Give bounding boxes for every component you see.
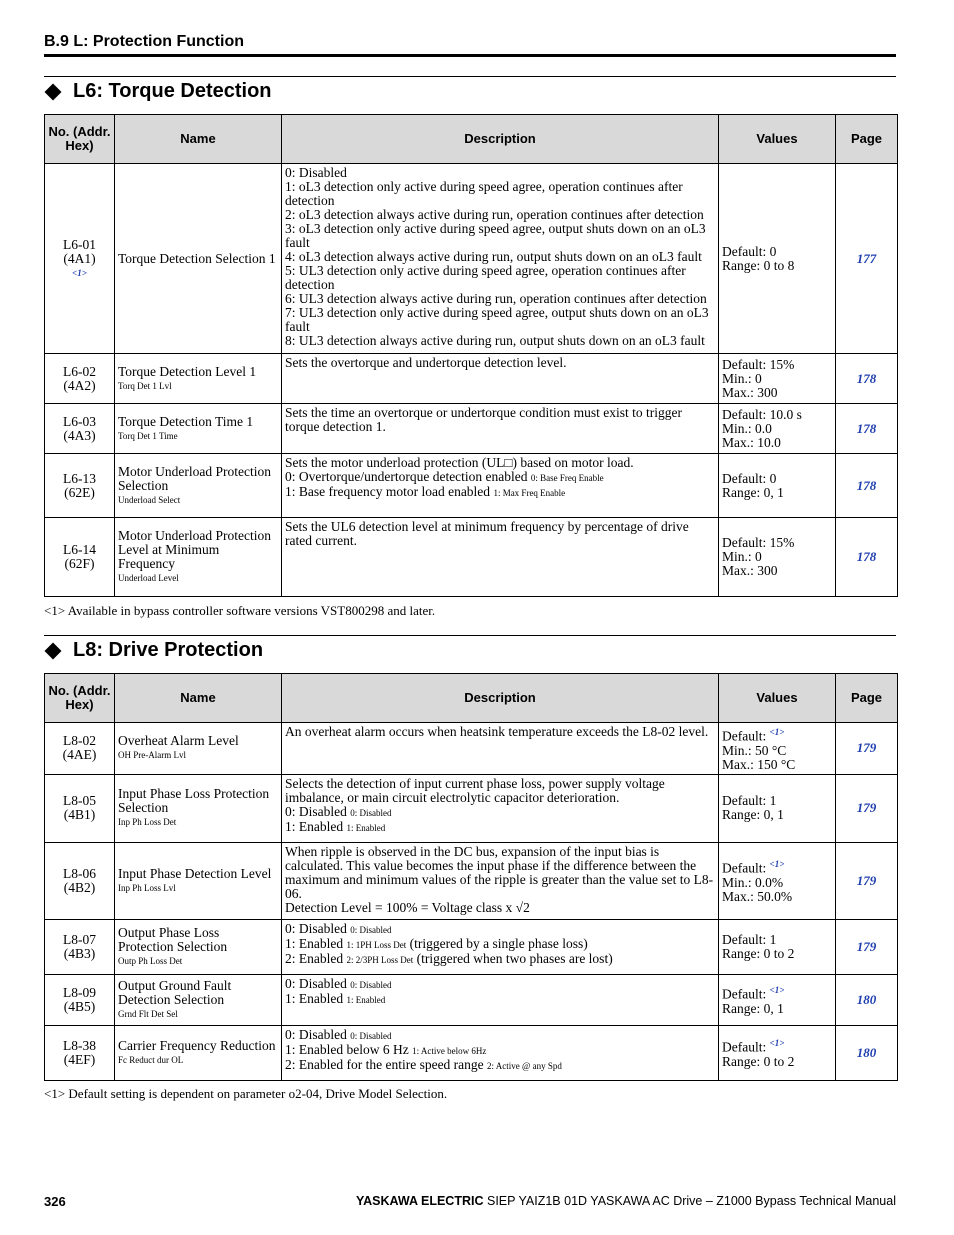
- param-addr: (4B2): [63, 879, 96, 895]
- param-name-cell: [115, 454, 282, 518]
- desc-line: 4: oL3 detection always active during run, output shuts down on an oL3 fault: [285, 249, 702, 264]
- param-no: L8-02: [63, 733, 96, 749]
- value-line: [722, 890, 832, 904]
- desc-line: Selects the detection of input current phase loss, power supply voltage imbalance, or main circuit electrolytic capacitor deterioration.: [285, 775, 665, 805]
- table-row: [45, 354, 898, 404]
- param-name: Torque Detection Selection 1: [118, 250, 276, 266]
- footer-text: [356, 1194, 896, 1208]
- option-display: 0: Base Freq Enable: [530, 473, 604, 483]
- desc-line: Sets the time an overtorque or undertorque condition must exist to trigger torque detection 1.: [285, 405, 683, 434]
- param-addr: (4A2): [63, 377, 96, 393]
- desc-option: [285, 922, 715, 937]
- desc-line: Sets the overtorque and undertorque detection level.: [285, 355, 567, 370]
- option-display: 0: Disabled: [350, 1030, 392, 1041]
- param-no-cell: [45, 974, 115, 1025]
- param-no: L8-05: [63, 793, 96, 808]
- option-text: 1: Base frequency motor load enabled: [285, 484, 491, 499]
- option-display: 1: 1PH Loss Det: [346, 939, 407, 950]
- desc-line: Detection Level = 100% = Voltage class x √2: [285, 899, 530, 915]
- page-ref-cell: [836, 723, 898, 775]
- option-text: 0: Disabled: [285, 920, 347, 936]
- param-values-cell: [719, 723, 836, 775]
- value-line: [722, 1002, 832, 1016]
- param-no: L8-07: [63, 931, 96, 947]
- value-line: [722, 536, 832, 550]
- value-text: Default:: [722, 1039, 767, 1055]
- value-text: Max.: 50.0%: [722, 888, 793, 904]
- desc-line: 6: UL3 detection always active during run, operation continues after detection: [285, 291, 707, 306]
- page-ref-cell: [836, 1025, 898, 1080]
- value-line: [722, 422, 832, 436]
- value-text: Max.: 300: [722, 384, 778, 400]
- desc-option: [285, 470, 715, 485]
- table-row: [45, 974, 898, 1025]
- l8-table: [44, 673, 898, 1081]
- value-line: [722, 472, 832, 486]
- desc-option: [285, 485, 715, 500]
- page-ref-cell: [836, 974, 898, 1025]
- col-description: Description: [282, 674, 719, 723]
- option-display: 1: Active below 6Hz: [412, 1045, 487, 1056]
- param-no: L6-03: [63, 413, 96, 429]
- value-text: Default:: [722, 728, 767, 744]
- col-values: Values: [719, 115, 836, 164]
- param-no: L8-06: [63, 865, 96, 881]
- option-text: 0: Disabled: [285, 1026, 347, 1042]
- param-name: Motor Underload Protection Level at Minimum Frequency: [118, 528, 271, 571]
- param-note-link[interactable]: <1>: [72, 267, 87, 278]
- value-text: Default:: [722, 860, 767, 876]
- param-name: Overheat Alarm Level: [118, 733, 239, 749]
- l8-heading: [44, 639, 263, 662]
- param-name-cell: [115, 1025, 282, 1080]
- col-values: Values: [719, 674, 836, 723]
- l6-title: L6: Torque Detection: [73, 80, 272, 102]
- value-text: Default: 10.0 s: [722, 406, 802, 422]
- page-link[interactable]: 180: [856, 1044, 877, 1060]
- value-text: Range: 0 to 2: [722, 1053, 795, 1069]
- desc-line: 1: oL3 detection only active during speed agree, operation continues after detection: [285, 179, 683, 208]
- value-text: Max.: 300: [722, 563, 778, 578]
- param-name: Input Phase Loss Protection Selection: [118, 786, 270, 815]
- param-name-cell: [115, 164, 282, 354]
- param-display-name: Inp Ph Loss Lvl: [118, 882, 176, 893]
- page-link[interactable]: 179: [856, 872, 877, 888]
- default-note-link[interactable]: <1>: [769, 985, 785, 996]
- page-ref-cell: [836, 774, 898, 842]
- col-page: Page: [836, 115, 898, 164]
- value-line: [722, 876, 832, 890]
- option-text: 1: Enabled: [285, 818, 344, 834]
- value-line: [722, 436, 832, 450]
- param-values-cell: [719, 919, 836, 974]
- desc-line: 2: oL3 detection always active during run, operation continues after detection: [285, 207, 704, 222]
- param-no-cell: [45, 1025, 115, 1080]
- table-row: [45, 774, 898, 842]
- param-addr: (4AE): [62, 747, 97, 763]
- option-text: 0: Overtorque/undertorque detection enabled: [285, 469, 528, 484]
- desc-line: An overheat alarm occurs when heatsink temperature exceeds the L8-02 level.: [285, 724, 709, 739]
- param-desc-cell: [282, 164, 719, 354]
- col-no: No. (Addr. Hex): [45, 674, 115, 723]
- param-display-name: Underload Select: [118, 494, 181, 505]
- param-addr: (4EF): [63, 1051, 96, 1067]
- param-name: Output Ground Fault Detection Selection: [118, 977, 232, 1007]
- param-values-cell: [719, 774, 836, 842]
- option-text: 2: Enabled for the entire speed range: [285, 1056, 484, 1072]
- page-link[interactable]: 180: [856, 991, 877, 1007]
- param-desc-cell: [282, 774, 719, 842]
- param-addr: (4B1): [63, 807, 96, 822]
- page-link[interactable]: 179: [856, 938, 877, 954]
- value-text: Range: 0, 1: [722, 1000, 784, 1016]
- page-link[interactable]: 178: [856, 477, 877, 493]
- param-addr: (4B3): [63, 945, 96, 961]
- param-desc-cell: [282, 354, 719, 404]
- param-desc-cell: [282, 842, 719, 919]
- default-note-link[interactable]: <1>: [769, 859, 785, 870]
- l8-footnote: <1> Default setting is dependent on parameter o2-04, Drive Model Selection.: [44, 1086, 448, 1101]
- param-values-cell: [719, 454, 836, 518]
- l8-rule: [44, 635, 896, 636]
- param-display-name: OH Pre-Alarm Lvl: [118, 750, 186, 761]
- value-line: [722, 1036, 832, 1055]
- param-name-cell: [115, 974, 282, 1025]
- page-ref-cell: [836, 454, 898, 518]
- desc-option: [285, 977, 715, 992]
- desc-option: [285, 1028, 715, 1043]
- param-no: L6-13: [63, 470, 96, 486]
- param-no: L6-14: [63, 542, 96, 557]
- page-link[interactable]: 179: [856, 800, 877, 815]
- page-number: 326: [44, 1194, 66, 1209]
- value-text: Min.: 0: [722, 549, 762, 564]
- param-name-cell: [115, 404, 282, 454]
- param-addr: (4A3): [63, 427, 96, 443]
- value-line: [722, 933, 832, 947]
- param-no: L6-01: [63, 236, 96, 252]
- default-note-link[interactable]: <1>: [769, 1038, 785, 1049]
- value-text: Default: 15%: [722, 356, 795, 372]
- param-addr: (4B5): [63, 998, 96, 1014]
- desc-option: [285, 820, 715, 835]
- desc-line: 5: UL3 detection only active during speed agree, operation continues after detection: [285, 263, 686, 292]
- option-text: 2: Enabled: [285, 950, 344, 966]
- param-display-name: Torq Det 1 Lvl: [118, 380, 172, 391]
- desc-line: Sets the motor underload protection (UL□) based on motor load.: [285, 455, 634, 470]
- param-name: Motor Underload Protection Selection: [118, 463, 271, 493]
- page-ref-cell: [836, 354, 898, 404]
- option-display: 0: Disabled: [350, 807, 392, 818]
- page-link[interactable]: 178: [856, 420, 877, 436]
- param-no-cell: [45, 919, 115, 974]
- section-header: B.9 L: Protection Function: [44, 33, 244, 50]
- value-line: [722, 408, 832, 422]
- desc-option: [285, 805, 715, 820]
- desc-option: [285, 952, 715, 967]
- param-no-cell: [45, 354, 115, 404]
- l6-table: [44, 114, 898, 597]
- value-line: [722, 358, 832, 372]
- page-ref-cell: [836, 842, 898, 919]
- desc-option: [285, 992, 715, 1007]
- param-no-cell: [45, 454, 115, 518]
- param-name: Torque Detection Time 1: [118, 413, 254, 429]
- col-no: No. (Addr. Hex): [45, 115, 115, 164]
- param-name: Input Phase Detection Level: [118, 865, 272, 881]
- value-line: [722, 564, 832, 578]
- param-desc-cell: [282, 974, 719, 1025]
- page-link[interactable]: 177: [856, 250, 877, 266]
- value-line: [722, 857, 832, 876]
- value-text: Max.: 10.0: [722, 434, 781, 450]
- param-display-name: Inp Ph Loss Det: [118, 817, 177, 827]
- footer-manual: SIEP YAIZ1B 01D YASKAWA AC Drive – Z1000 Bypass Technical Manual: [483, 1194, 896, 1208]
- option-display: 1: Max Freq Enable: [493, 488, 566, 498]
- option-text: 1: Enabled: [285, 990, 344, 1006]
- option-display: 0: Disabled: [350, 979, 392, 990]
- desc-line: Sets the UL6 detection level at minimum frequency by percentage of drive rated current.: [285, 519, 689, 548]
- desc-line: 8: UL3 detection always active during run, output shuts down on an oL3 fault: [285, 333, 705, 348]
- param-name-cell: [115, 842, 282, 919]
- diamond-icon: [45, 642, 62, 659]
- param-values-cell: [719, 164, 836, 354]
- value-line: [722, 725, 832, 744]
- value-text: Min.: 0.0: [722, 420, 772, 436]
- value-text: Default: 0: [722, 243, 777, 259]
- param-no-cell: [45, 164, 115, 354]
- table-row: [45, 919, 898, 974]
- l6-rule: [44, 76, 896, 77]
- value-line: [722, 983, 832, 1002]
- param-name-cell: [115, 354, 282, 404]
- value-line: [722, 550, 832, 564]
- param-name-cell: [115, 723, 282, 775]
- option-display: 1: Enabled: [346, 822, 386, 833]
- page-ref-cell: [836, 404, 898, 454]
- value-line: [722, 259, 832, 273]
- param-no-cell: [45, 404, 115, 454]
- default-note-link[interactable]: <1>: [769, 727, 785, 737]
- value-text: Range: 0, 1: [722, 484, 784, 500]
- param-desc-cell: [282, 454, 719, 518]
- option-text: 0: Disabled: [285, 975, 347, 991]
- value-text: Default:: [722, 986, 767, 1002]
- param-display-name: Torq Det 1 Time: [118, 430, 178, 441]
- table-row: [45, 164, 898, 354]
- param-values-cell: [719, 518, 836, 597]
- value-line: [722, 794, 832, 808]
- option-display: 2: Active @ any Spd: [487, 1060, 562, 1071]
- param-desc-cell: [282, 404, 719, 454]
- param-no-cell: [45, 723, 115, 775]
- param-no-cell: [45, 774, 115, 842]
- param-no: L6-02: [63, 363, 96, 379]
- param-values-cell: [719, 974, 836, 1025]
- value-line: [722, 808, 832, 822]
- table-row: [45, 454, 898, 518]
- param-display-name: Outp Ph Loss Det: [118, 955, 183, 966]
- page-ref-cell: [836, 164, 898, 354]
- col-description: Description: [282, 115, 719, 164]
- param-values-cell: [719, 1025, 836, 1080]
- page-ref-cell: [836, 518, 898, 597]
- page-link[interactable]: 178: [856, 370, 877, 386]
- param-name-cell: [115, 518, 282, 597]
- value-text: Default: 15%: [722, 535, 795, 550]
- param-values-cell: [719, 404, 836, 454]
- param-values-cell: [719, 842, 836, 919]
- param-values-cell: [719, 354, 836, 404]
- value-text: Max.: 150 °C: [722, 756, 796, 772]
- value-text: Min.: 50 °C: [722, 742, 787, 758]
- page-link[interactable]: 179: [856, 740, 877, 756]
- page-link[interactable]: 178: [856, 549, 877, 564]
- param-name: Carrier Frequency Reduction: [118, 1037, 276, 1053]
- footer-brand: YASKAWA ELECTRIC: [355, 1194, 484, 1208]
- value-text: Range: 0 to 2: [722, 945, 795, 961]
- desc-option: [285, 937, 715, 952]
- param-name-cell: [115, 919, 282, 974]
- param-no-cell: [45, 842, 115, 919]
- desc-line: 3: oL3 detection only active during speed agree, output shuts down on an oL3 fault: [285, 221, 706, 250]
- param-no-cell: [45, 518, 115, 597]
- param-desc-cell: [282, 518, 719, 597]
- param-display-name: Fc Reduct dur OL: [118, 1054, 184, 1065]
- table-row: [45, 404, 898, 454]
- option-display: 1: Enabled: [346, 994, 386, 1005]
- option-text: 1: Enabled: [285, 935, 344, 951]
- value-line: [722, 386, 832, 400]
- desc-line: 0: Disabled: [285, 165, 347, 180]
- param-name: Output Phase Loss Protection Selection: [118, 924, 228, 954]
- param-desc-cell: [282, 723, 719, 775]
- option-text: 0: Disabled: [285, 803, 347, 819]
- param-name-cell: [115, 774, 282, 842]
- value-line: [722, 245, 832, 259]
- param-desc-cell: [282, 919, 719, 974]
- option-note: (triggered by a single phase loss): [409, 935, 588, 951]
- param-addr: (4A1): [63, 250, 96, 266]
- value-text: Range: 0, 1: [722, 807, 784, 822]
- desc-option: [285, 1058, 715, 1073]
- param-display-name: Underload Level: [118, 573, 179, 583]
- col-name: Name: [115, 115, 282, 164]
- table-row: [45, 518, 898, 597]
- diamond-icon: [45, 83, 62, 100]
- desc-line: 7: UL3 detection only active during speed agree, output shuts down on an oL3 fault: [285, 305, 709, 334]
- col-page: Page: [836, 674, 898, 723]
- value-text: Default: 0: [722, 470, 777, 486]
- value-text: Default: 1: [722, 793, 777, 808]
- value-text: Min.: 0: [722, 370, 762, 386]
- param-addr: (62E): [64, 484, 95, 500]
- param-no: L8-38: [63, 1037, 96, 1053]
- param-display-name: Grnd Flt Det Sel: [118, 1008, 178, 1019]
- table-row: [45, 723, 898, 775]
- option-display: 2: 2/3PH Loss Det: [346, 954, 414, 965]
- value-line: [722, 758, 832, 772]
- param-desc-cell: [282, 1025, 719, 1080]
- value-text: Range: 0 to 8: [722, 257, 795, 273]
- option-text: 1: Enabled below 6 Hz: [285, 1041, 409, 1057]
- value-line: [722, 947, 832, 961]
- l6-footnote: <1> Available in bypass controller software versions VST800298 and later.: [44, 603, 436, 618]
- table-row: [45, 842, 898, 919]
- desc-line: When ripple is observed in the DC bus, expansion of the input bias is calculated. This value becomes the input phase if the difference between the maximum and minimum values of the ripple is greater than the value set to L8-06.: [285, 843, 714, 901]
- value-line: [722, 744, 832, 758]
- option-display: 0: Disabled: [350, 924, 392, 935]
- l6-heading: [44, 80, 272, 103]
- param-addr: (62F): [64, 556, 95, 571]
- param-no: L8-09: [63, 984, 96, 1000]
- table-row: [45, 1025, 898, 1080]
- col-name: Name: [115, 674, 282, 723]
- value-line: [722, 372, 832, 386]
- param-name: Torque Detection Level 1: [118, 363, 257, 379]
- value-line: [722, 486, 832, 500]
- desc-option: [285, 1043, 715, 1058]
- value-text: Default: 1: [722, 931, 777, 947]
- header-rule: [44, 54, 896, 57]
- option-note: (triggered when two phases are lost): [416, 950, 613, 966]
- l8-title: L8: Drive Protection: [73, 639, 264, 661]
- value-line: [722, 1055, 832, 1069]
- page-ref-cell: [836, 919, 898, 974]
- value-text: Min.: 0.0%: [722, 874, 784, 890]
